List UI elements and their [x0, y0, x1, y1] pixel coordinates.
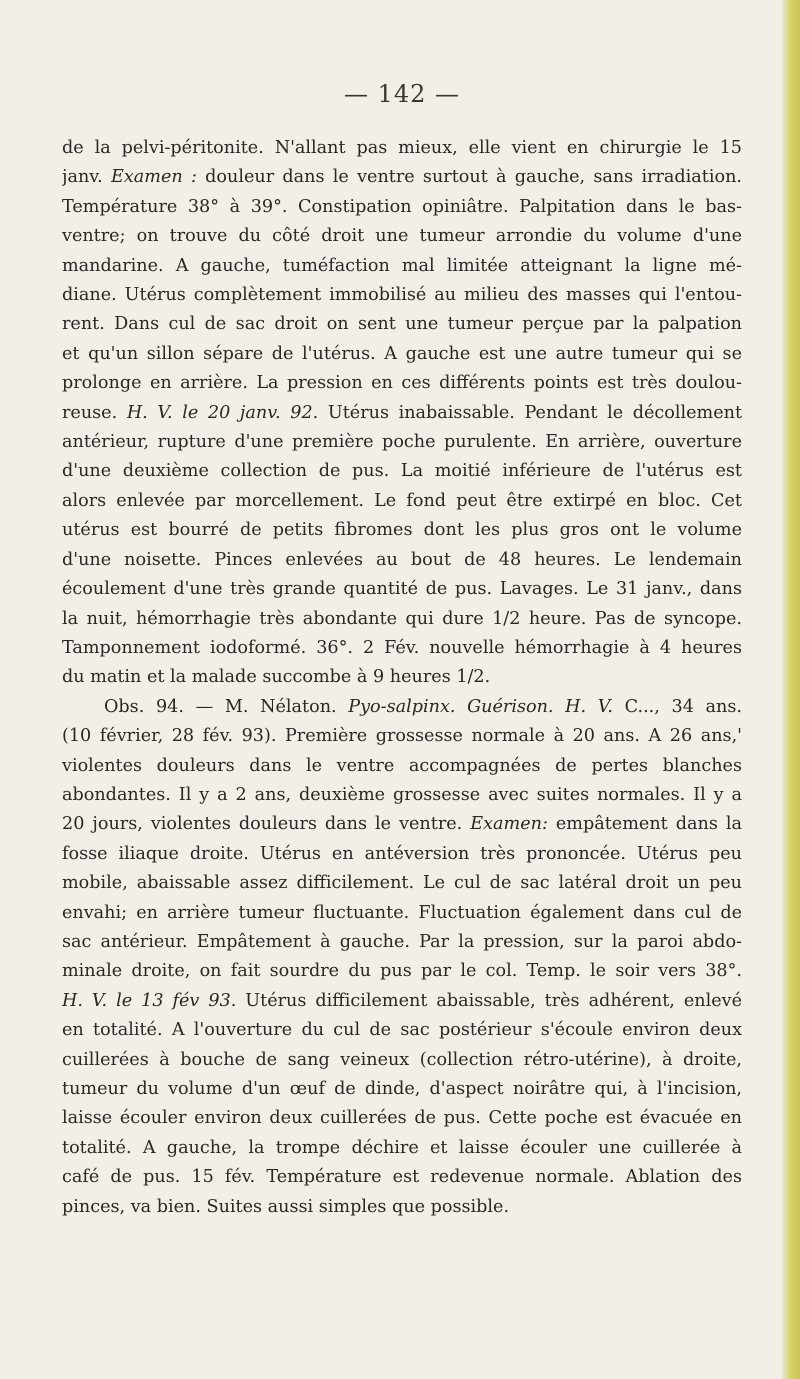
- text-line: Température 38° à 39°. Constipation opiniâtre. Palpitation dans le bas-: [62, 196, 742, 217]
- text-line: envahi; en arrière tumeur fluctuante. Fluctuation également dans cul de: [62, 902, 742, 923]
- text-line: d'une noisette. Pinces enlevées au bout de 48 heures. Le lendemain: [62, 549, 742, 570]
- text-line: mandarine. A gauche, tuméfaction mal limitée atteignant la ligne mé-: [62, 255, 742, 276]
- text-line: écoulement d'une très grande quantité de pus. Lavages. Le 31 janv., dans: [62, 579, 742, 600]
- text-line: H. V. le 13 fév 93. Utérus difficilement abaissable, très adhérent, enlevé: [62, 990, 742, 1011]
- text-line: utérus est bourré de petits fibromes dont les plus gros ont le volume: [62, 520, 742, 541]
- text-line: diane. Utérus complètement immobilisé au milieu des masses qui l'entou-: [62, 285, 742, 306]
- text-line: rent. Dans cul de sac droit on sent une tumeur perçue par la palpation: [62, 314, 742, 335]
- text-line: janv. Examen : douleur dans le ventre surtout à gauche, sans irradiation.: [62, 167, 742, 188]
- text-line: ventre; on trouve du côté droit une tumeur arrondie du volume d'une: [62, 226, 742, 247]
- text-line: cuillerées à bouche de sang veineux (collection rétro-utérine), à droite,: [62, 1049, 742, 1070]
- text-line: la nuit, hémorrhagie très abondante qui dure 1/2 heure. Pas de syncope.: [62, 608, 742, 629]
- book-page: [62, 80, 742, 1222]
- body-text: [62, 134, 742, 1222]
- text-line: alors enlevée par morcellement. Le fond peut être extirpé en bloc. Cet: [62, 490, 742, 511]
- text-line: minale droite, on fait sourdre du pus par le col. Temp. le soir vers 38°.: [62, 961, 742, 982]
- text-line: café de pus. 15 fév. Température est redevenue normale. Ablation des: [62, 1167, 742, 1188]
- text-line: reuse. H. V. le 20 janv. 92. Utérus inabaissable. Pendant le décollement: [62, 402, 742, 423]
- text-line: fosse iliaque droite. Utérus en antéversion très prononcée. Utérus peu: [62, 843, 742, 864]
- text-line: et qu'un sillon sépare de l'utérus. A gauche est une autre tumeur qui se: [62, 343, 742, 364]
- text-line: sac antérieur. Empâtement à gauche. Par la pression, sur la paroi abdo-: [62, 931, 742, 952]
- text-line: mobile, abaissable assez difficilement. Le cul de sac latéral droit un peu: [62, 873, 742, 894]
- text-line: pinces, va bien. Suites aussi simples que possible.: [62, 1196, 510, 1217]
- page-edge: [782, 0, 800, 1379]
- text-line: Obs. 94. — M. Nélaton. Pyo-salpinx. Guérison. H. V. C..., 34 ans.: [104, 696, 742, 717]
- text-line: prolonge en arrière. La pression en ces différents points est très doulou-: [62, 373, 742, 394]
- text-line: (10 février, 28 fév. 93). Première grossesse normale à 20 ans. A 26 ans,': [62, 726, 742, 747]
- text-line: tumeur du volume d'un œuf de dinde, d'aspect noirâtre qui, à l'incision,: [62, 1079, 742, 1099]
- text-line: du matin et la malade succombe à 9 heures 1/2.: [62, 667, 491, 688]
- text-line: violentes douleurs dans le ventre accompagnées de pertes blanches: [62, 755, 742, 776]
- page-number: — 142 —: [343, 80, 461, 108]
- text-line: laisse écouler environ deux cuillerées de pus. Cette poche est évacuée en: [62, 1108, 742, 1129]
- text-line: 20 jours, violentes douleurs dans le ventre. Examen: empâtement dans la: [62, 814, 742, 835]
- text-line: antérieur, rupture d'une première poche purulente. En arrière, ouverture: [62, 432, 742, 453]
- text-line: abondantes. Il y a 2 ans, deuxième grossesse avec suites normales. Il y a: [62, 784, 742, 805]
- text-line: Tamponnement iodoformé. 36°. 2 Fév. nouvelle hémorrhagie à 4 heures: [62, 637, 742, 658]
- text-line: totalité. A gauche, la trompe déchire et laisse écouler une cuillerée à: [62, 1137, 742, 1158]
- text-line: en totalité. A l'ouverture du cul de sac postérieur s'écoule environ deux: [62, 1020, 742, 1041]
- text-line: de la pelvi-péritonite. N'allant pas mieux, elle vient en chirurgie le 15: [62, 138, 742, 158]
- text-line: d'une deuxième collection de pus. La moitié inférieure de l'utérus est: [62, 461, 742, 482]
